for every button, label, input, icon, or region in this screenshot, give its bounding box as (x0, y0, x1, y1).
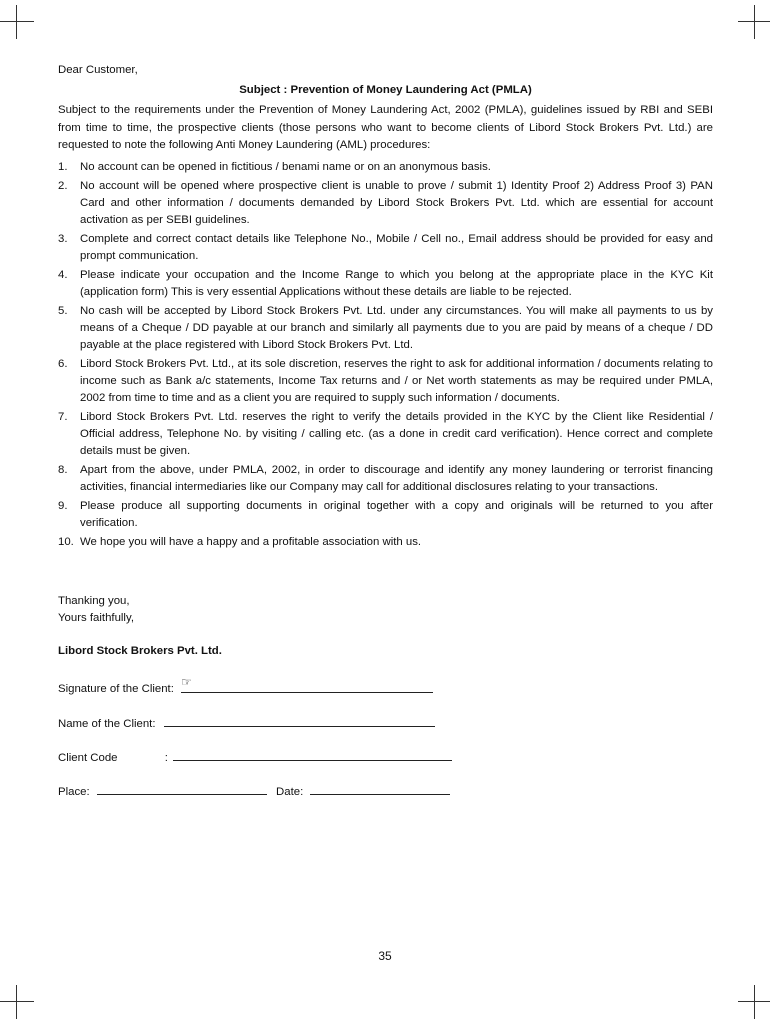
list-text: Apart from the above, under PMLA, 2002, in order to discourage and identify any money laundering or terrorist financing activities, financial intermediaries like our Company may call for additional disclosures relating to your transactions. (80, 463, 713, 494)
closing-faithfully: Yours faithfully, (58, 612, 134, 625)
client-code-field[interactable] (173, 748, 452, 761)
list-item (58, 462, 713, 496)
list-item (58, 178, 713, 230)
list-item (58, 409, 713, 461)
list-number: 6. (58, 357, 68, 370)
signature-label: Signature of the Client: (58, 682, 174, 695)
list-item (58, 534, 713, 551)
name-field[interactable] (164, 714, 435, 727)
list-text: Complete and correct contact details like Telephone No., Mobile / Cell no., Email address should be provided for easy and prompt communication. (80, 232, 713, 263)
list-number: 9. (58, 499, 68, 512)
name-label: Name of the Client: (58, 717, 156, 730)
list-item (58, 159, 713, 176)
list-number: 5. (58, 304, 68, 317)
pointing-hand-icon: ☞ (181, 674, 192, 689)
list-item (58, 498, 713, 532)
signature-field[interactable] (181, 674, 433, 693)
closing-block (58, 593, 713, 661)
client-code-colon: : (164, 751, 168, 764)
list-item (58, 356, 713, 408)
list-text: Libord Stock Brokers Pvt. Ltd., at its sole discretion, reserves the right to ask for additional information / documents relating to income such as Bank a/c statements, Income Tax returns and / or Net worth statements as may be required under PMLA, 2002 from time to time and as a client you are required to supply such information / documents. (80, 357, 713, 405)
list-number: 7. (58, 410, 68, 423)
list-text: Please produce all supporting documents in original together with a copy and originals will be returned to you after verification. (80, 499, 713, 530)
crop-mark-top-left (0, 5, 34, 39)
crop-mark-bottom-right (738, 985, 770, 1019)
company-name: Libord Stock Brokers Pvt. Ltd. (58, 645, 222, 658)
list-text: Libord Stock Brokers Pvt. Ltd. reserves the right to verify the details provided in the KYC by the Client like Residential / Official address, Telephone No. by visiting / calling etc. (as a done in credit card verification). Hence correct and complete details must be given. (80, 410, 713, 458)
list-number: 2. (58, 179, 68, 192)
client-code-row (58, 748, 713, 765)
list-number: 1. (58, 161, 68, 174)
letter-body (58, 62, 713, 816)
list-text: We hope you will have a happy and a profitable association with us. (80, 535, 422, 548)
list-number: 8. (58, 463, 68, 476)
list-text: No cash will be accepted by Libord Stock Brokers Pvt. Ltd. under any circumstances. You will make all payments to us by means of a Cheque / DD payable at our branch and similarly all payments due to you are paid by means of a cheque / DD payable at the place registered with Libord Stock Brokers Pvt. Ltd. (80, 304, 713, 352)
list-text: No account will be opened where prospective client is unable to prove / submit 1) Identity Proof 2) Address Proof 3) PAN Card and other information / documents demanded by Libord Stock Brokers Pvt. Ltd. which are essential for account activation as per SEBI guidelines. (80, 179, 713, 227)
aml-procedures-list (58, 159, 713, 551)
list-number: 10. (58, 535, 74, 548)
list-item (58, 267, 713, 301)
date-label: Date: (276, 785, 304, 798)
intro-paragraph: Subject to the requirements under the Prevention of Money Laundering Act, 2002 (PMLA), guidelines issued by RBI and SEBI from time to time, the prospective clients (those persons who want to become clients of Libord Stock Brokers Pvt. Ltd.) are requested to note the following Anti Money Laundering (AML) procedures: (58, 104, 713, 151)
crop-mark-bottom-left (0, 985, 34, 1019)
client-code-label: Client Code (58, 751, 118, 764)
list-item (58, 231, 713, 265)
name-row (58, 714, 713, 731)
list-text: No account can be opened in fictitious / benami name or on an anonymous basis. (80, 161, 491, 174)
date-field[interactable] (310, 782, 450, 795)
closing-thanks: Thanking you, (58, 594, 130, 607)
place-label: Place: (58, 785, 90, 798)
list-text: Please indicate your occupation and the Income Range to which you belong at the appropriate place in the KYC Kit (application form) This is very essential Applications without these details are liable to be rejected. (80, 268, 713, 298)
page-number: 35 (378, 949, 392, 963)
client-form (58, 674, 713, 799)
signature-row (58, 674, 713, 697)
list-number: 4. (58, 268, 68, 281)
crop-mark-top-right (738, 5, 770, 39)
place-date-row (58, 782, 713, 799)
subject-heading: Subject : Prevention of Money Laundering Act (PMLA) (239, 84, 532, 97)
list-number: 3. (58, 232, 68, 245)
list-item (58, 303, 713, 355)
greeting: Dear Customer, (58, 64, 138, 76)
place-field[interactable] (97, 782, 267, 795)
